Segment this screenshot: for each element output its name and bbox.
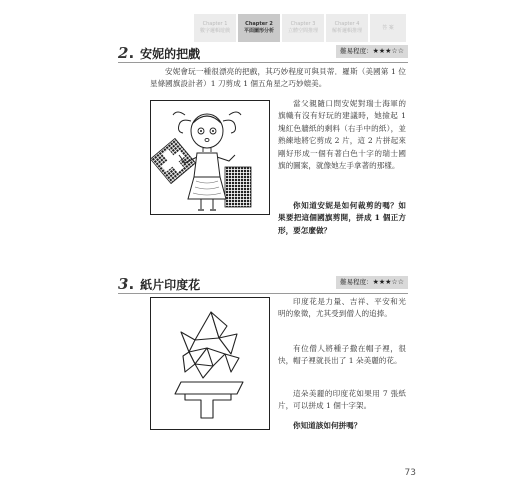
tab-chapter-1[interactable] — [194, 14, 236, 42]
annie-illustration — [150, 100, 270, 215]
page-number: 73 — [404, 468, 416, 478]
section-2-header — [118, 44, 408, 62]
tab-chapter-2[interactable] — [238, 14, 280, 42]
section-2-question: 你知道安妮是如何裁剪的嗎？如果要把這個國旗剪開，拼成 1 個正方形，要怎麼做？ — [278, 201, 406, 235]
difficulty-label: 難易程度： — [340, 278, 373, 286]
tab-chapter-title: 立體空間推理 — [287, 28, 318, 34]
tab-chapter-label: Chapter 2 — [245, 21, 273, 27]
difficulty-label: 難易程度： — [340, 47, 373, 55]
paper-flower-drawing — [151, 298, 269, 429]
difficulty-badge — [336, 45, 408, 58]
tab-chapter-label: Chapter 1 — [202, 21, 228, 27]
difficulty-stars: ★★★☆☆ — [372, 47, 404, 55]
difficulty-badge — [336, 276, 408, 289]
paper-flower-illustration — [150, 297, 270, 430]
section-3-para-3: 這朵美麗的印度花如果用 7 張紙片，可以拼成 1 個十字架。 — [278, 389, 406, 411]
tab-chapter-4[interactable] — [326, 14, 368, 42]
section-number-dot: . — [128, 44, 135, 62]
tab-chapter-label: Chapter 3 — [290, 21, 316, 27]
section-3-question: 你知道該如何拼嗎？ — [293, 421, 362, 430]
section-2-intro: 安妮會玩一種很漂亮的把戲，其巧妙程度可與貝蒂．羅斯（美國第 1 位星條國旗設計者）1 刀剪成 1 個五角星之巧妙媲美。 — [150, 67, 406, 89]
chapter-tabs — [194, 14, 406, 42]
section-3-para-1: 印度花是力量、吉祥、平安和光明的象徵，尤其受到僧人的追捧。 — [278, 297, 406, 319]
difficulty-stars: ★★★☆☆ — [372, 278, 404, 286]
section-3-number: 3 — [118, 275, 129, 293]
tab-chapter-title: 數字邏輯遊戲 — [199, 28, 230, 34]
section-3-para-2: 有位僧人將種子撒在帽子裡，很快，帽子裡就長出了 1 朵美麗的花。 — [278, 344, 406, 366]
section-2-number: 2 — [118, 44, 129, 62]
tab-chapter-3[interactable] — [282, 14, 324, 42]
girl-with-flags-drawing — [151, 101, 269, 214]
tab-chapter-label: Chapter 4 — [334, 21, 360, 27]
tab-chapter-title: 解析邏輯推理 — [331, 28, 362, 34]
section-2-story: 當父親隨口問安妮對瑞士海軍的旗幟有沒有好玩的建議時，她撿起 1 塊紅色牆紙的剩料（右手中的紙），並熟練地將它剪成 2 片，這 2 片拼起來剛好形成一個有著白色十字的瑞士國旗的圖案，就像她左手拿著的那樣。 — [278, 99, 406, 171]
tab-chapter-title: 平面圖形分析 — [243, 28, 274, 34]
section-number-dot: . — [128, 275, 135, 293]
section-3-header — [118, 275, 408, 293]
section-divider — [118, 293, 408, 294]
tab-answers[interactable] — [370, 14, 406, 42]
section-2-title: 安妮的把戲 — [140, 46, 201, 61]
section-3-title: 紙片印度花 — [140, 277, 201, 292]
tab-chapter-title: 答 案 — [382, 24, 394, 31]
section-divider — [118, 62, 408, 63]
